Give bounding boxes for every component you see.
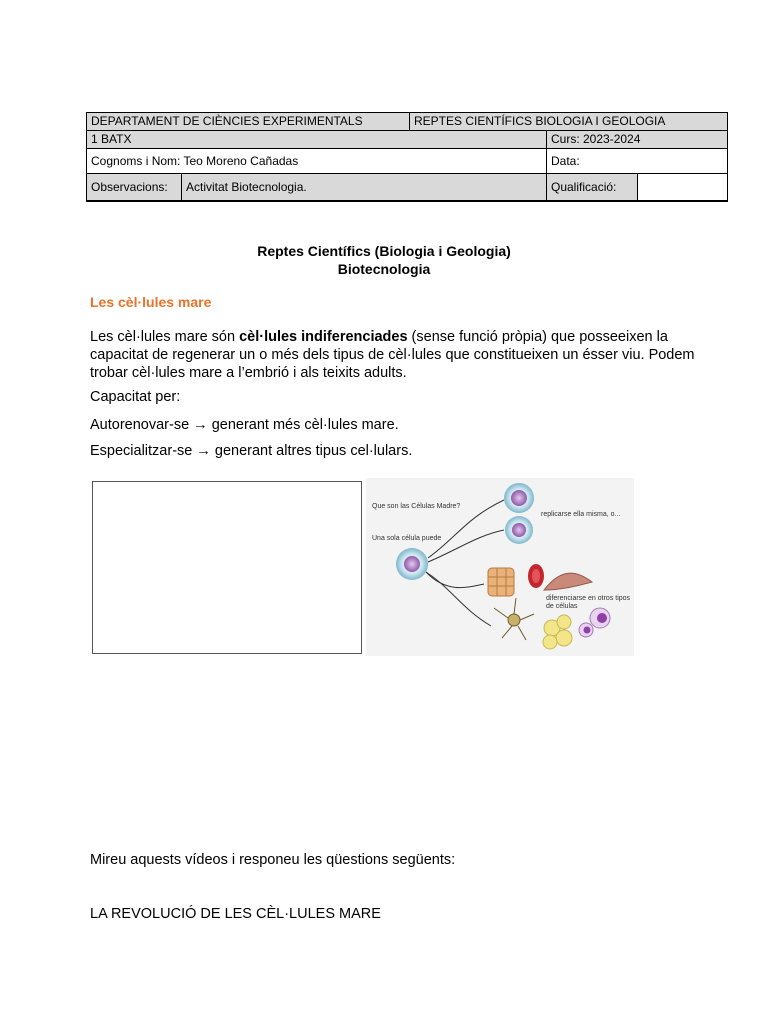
diagram-question: Que son las Células Madre? [372, 503, 461, 510]
section-heading: Les cèl·lules mare [90, 294, 212, 310]
document-title [0, 242, 768, 278]
intro-text-end: (sense funció pròpia) que posseeixen la capacitat de regenerar un o més dels tipus de cèl·lules que constitueixen un ésser viu. Podem trobar cèl·lules mare a l’embrió i als teixits adults. [90, 329, 695, 381]
observations-row [87, 174, 547, 202]
capacity-item-specialize: Especialitzar-se → generant altres tipus cel·lulars. [90, 443, 413, 459]
observations-value: Activitat Biotecnologia. [182, 174, 546, 200]
diagram-differentiate-label-2: de células [546, 603, 578, 610]
date-cell: Data: [547, 149, 728, 174]
capacity-item-self-renew: Autorenovar-se → generant més cèl·lules mare. [90, 417, 399, 433]
stem-cell-icon [396, 548, 428, 580]
replicated-cell-icon [505, 516, 533, 544]
subject-cell: REPTES CIENTÍFICS BIOLOGIA I GEOLOGIA [410, 113, 728, 131]
grade-cell [547, 174, 728, 202]
instructions-text: Mireu aquests vídeos i responeu les qüestions següents: [90, 852, 456, 868]
diagram-replicate-label: replicarse ella misma, o... [541, 511, 621, 518]
grade-label: Qualificació: [547, 174, 638, 200]
department-cell: DEPARTAMENT DE CIÈNCIES EXPERIMENTALS [87, 113, 410, 131]
course-level-cell: 1 BATX [87, 131, 547, 149]
grade-value-box [638, 174, 727, 200]
header-table [86, 112, 728, 202]
muscle-cells-icon [488, 568, 514, 596]
red-blood-cell-icon [528, 564, 544, 588]
title-line-1: Reptes Científics (Biologia i Geologia) [257, 243, 511, 259]
course-year-cell: Curs: 2023-2024 [547, 131, 728, 149]
diagram-single-cell-label: Una sola célula puede [372, 535, 442, 542]
replicated-cell-icon [504, 483, 534, 513]
intro-paragraph [90, 328, 700, 382]
observations-label: Observacions: [87, 174, 182, 200]
student-name-cell: Cognoms i Nom: Teo Moreno Cañadas [87, 149, 547, 174]
diagram-differentiate-label-1: diferenciarse en otros tipos [546, 595, 631, 602]
video-title: LA REVOLUCIÓ DE LES CÈL·LULES MARE [90, 906, 381, 922]
stem-cell-diagram [366, 478, 634, 656]
intro-text-start: Les cèl·lules mare són [90, 329, 240, 345]
capacity-label: Capacitat per: [90, 389, 181, 405]
intro-bold-term: cèl·lules indiferenciades [239, 329, 408, 345]
title-line-2: Biotecnologia [337, 261, 431, 277]
blank-image-frame [92, 481, 362, 654]
